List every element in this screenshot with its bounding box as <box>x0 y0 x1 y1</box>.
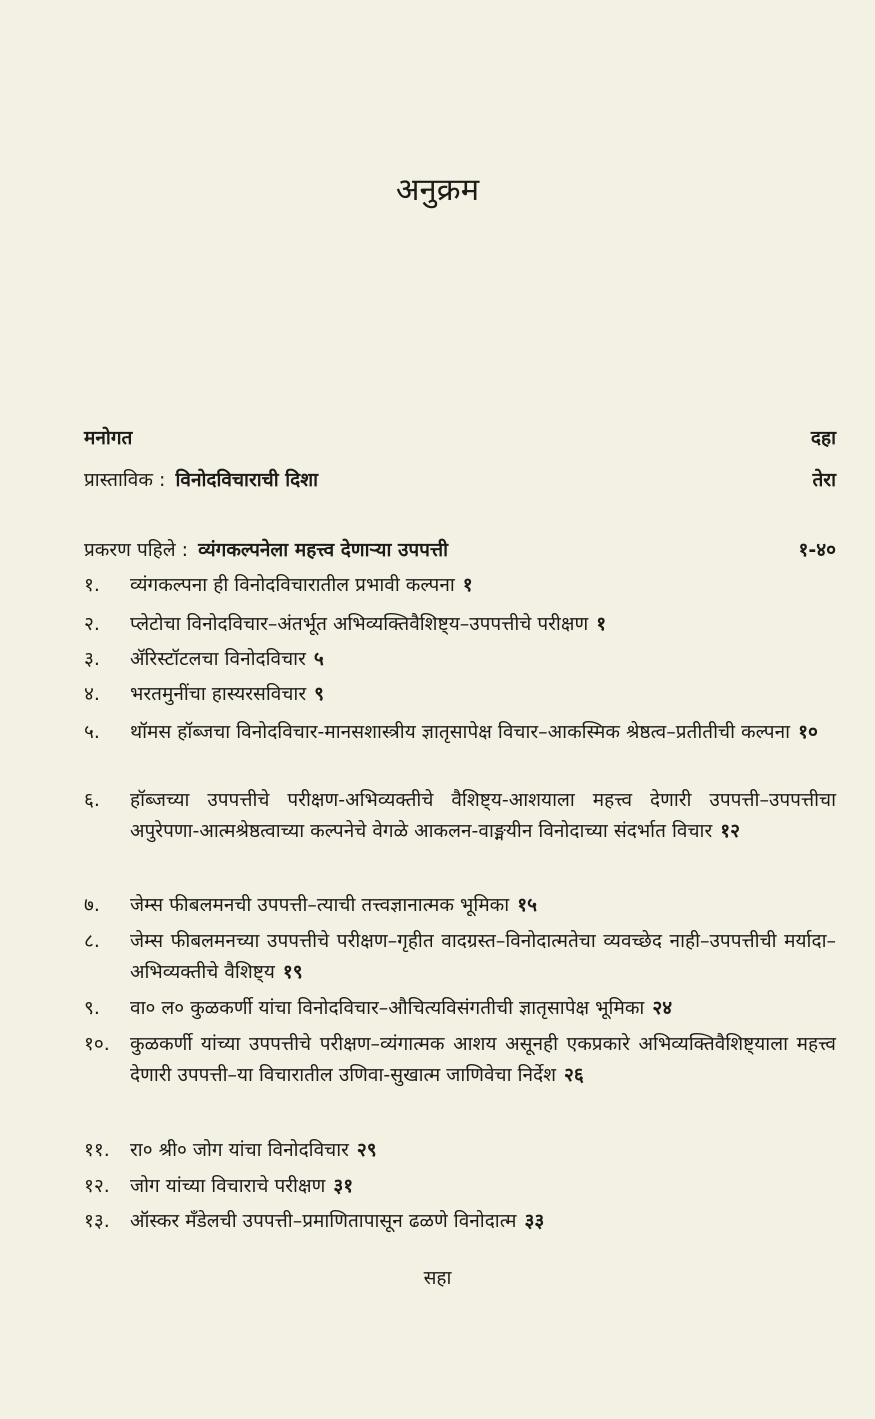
entry-number: ११. <box>84 1139 110 1161</box>
toc-entry <box>84 644 836 675</box>
entry-text: ॲरिस्टॉटलचा विनोदविचार <box>130 648 306 670</box>
entry-number: ७. <box>84 894 100 916</box>
preface-label: मनोगत <box>84 427 133 449</box>
toc-entry <box>84 1206 836 1237</box>
toc-entry <box>84 993 836 1024</box>
entry-page: २४ <box>652 997 673 1019</box>
entry-text: कुळकर्णी यांच्या उपपत्तीचे परीक्षण–व्यंगात्मक आशय असूनही एकप्रकारे अभिव्यक्तिवैशिष्ट्याला महत्त्व देणारी उपपत्ती–या विचारातील उणिवा-सुखात्म जाणिवेचा निर्देश <box>130 1033 836 1086</box>
introduction-prefix: प्रास्ताविक : <box>84 469 166 491</box>
preface-page: दहा <box>810 427 836 449</box>
entry-number: १०. <box>84 1033 110 1055</box>
toc-entry <box>84 1029 836 1091</box>
entry-number: ८. <box>84 930 100 952</box>
toc-entry <box>84 679 836 710</box>
toc-entry <box>84 890 836 921</box>
entry-text: भरतमुनींचा हास्यरसविचार <box>130 683 307 705</box>
toc-entry <box>84 609 836 640</box>
entry-number: १३. <box>84 1210 110 1232</box>
entry-page: ९ <box>314 683 324 705</box>
entry-number: ५. <box>84 721 100 743</box>
entry-text: रा० श्री० जोग यांचा विनोदविचार <box>130 1139 349 1161</box>
chapter-pages: १-४० <box>798 539 836 561</box>
entry-page: ३१ <box>333 1175 354 1197</box>
entry-number: १. <box>84 574 100 596</box>
entry-page: २६ <box>564 1064 584 1086</box>
entry-text: हॉब्जच्या उपपत्तीचे परीक्षण-अभिव्यक्तीचे वैशिष्ट्य-आशयाला महत्त्व देणारी उपपत्ती–उपपत्तीचा अपुरेपणा-आत्मश्रेष्ठत्वाच्या कल्पनेचे वेगळे आकलन-वाङ्मयीन विनोदाच्या संदर्भात विचार <box>130 789 836 842</box>
toc-row-preface <box>84 424 836 450</box>
entry-text: जेम्स फीबलमनच्या उपपत्तीचे परीक्षण–गृहीत वादग्रस्त–विनोदात्मतेचा व्यवच्छेद नाही–उपपत्तीची मर्यादा–अभिव्यक्तीचे वैशिष्ट्य <box>130 930 836 983</box>
entry-text: प्लेटोचा विनोदविचार–अंतर्भूत अभिव्यक्तिवैशिष्ट्य–उपपत्तीचे परीक्षण <box>130 613 589 635</box>
toc-entry <box>84 1135 836 1166</box>
entry-number: ४. <box>84 683 100 705</box>
entry-number: ९. <box>84 997 100 1019</box>
entry-page: २९ <box>356 1139 377 1161</box>
entry-number: ३. <box>84 648 100 670</box>
toc-entry <box>84 570 836 601</box>
entry-page: १ <box>596 613 607 635</box>
entry-text: जोग यांच्या विचाराचे परीक्षण <box>130 1175 326 1197</box>
entry-page: १० <box>798 721 818 743</box>
introduction-page: तेरा <box>812 469 836 491</box>
entry-page: ३३ <box>524 1210 545 1232</box>
toc-entry <box>84 926 836 988</box>
entry-text: वा० ल० कुळकर्णी यांचा विनोदविचार–औचित्यविसंगतीची ज्ञातृसापेक्ष भूमिका <box>130 997 645 1019</box>
chapter-prefix: प्रकरण पहिले : <box>84 539 189 561</box>
toc-row-introduction <box>84 466 836 492</box>
toc-entry <box>84 1171 836 1202</box>
entry-page: १९ <box>282 961 303 983</box>
chapter-title: व्यंगकल्पनेला महत्त्व देणाऱ्या उपपत्ती <box>198 539 449 561</box>
entry-page: १२ <box>720 820 740 842</box>
entry-page: १ <box>462 574 473 596</box>
entry-text: जेम्स फीबलमनची उपपत्ती–त्याची तत्त्वज्ञानात्मक भूमिका <box>130 894 510 916</box>
introduction-label: विनोदविचाराची दिशा <box>175 469 319 491</box>
entry-text: थॉमस हॉब्जचा विनोदविचार-मानसशास्त्रीय ज्ञातृसापेक्ष विचार–आकस्मिक श्रेष्ठत्व–प्रतीतीची कल्पना <box>130 721 791 743</box>
entry-page: ५ <box>313 648 324 670</box>
entry-number: ६. <box>84 789 100 811</box>
entry-text: व्यंगकल्पना ही विनोदविचारातील प्रभावी कल्पना <box>130 574 455 596</box>
toc-entry <box>84 717 836 748</box>
entry-number: १२. <box>84 1175 110 1197</box>
page-number-footer: सहा <box>423 1267 452 1289</box>
page-title: अनुक्रम <box>395 172 480 208</box>
entry-text: ऑस्कर मॅंडेलची उपपत्ती–प्रमाणितापासून ढळणे विनोदात्म <box>130 1210 517 1232</box>
entry-number: २. <box>84 613 100 635</box>
entry-page: १५ <box>517 894 537 916</box>
toc-row-chapter-1 <box>84 536 836 562</box>
toc-entry <box>84 785 836 847</box>
